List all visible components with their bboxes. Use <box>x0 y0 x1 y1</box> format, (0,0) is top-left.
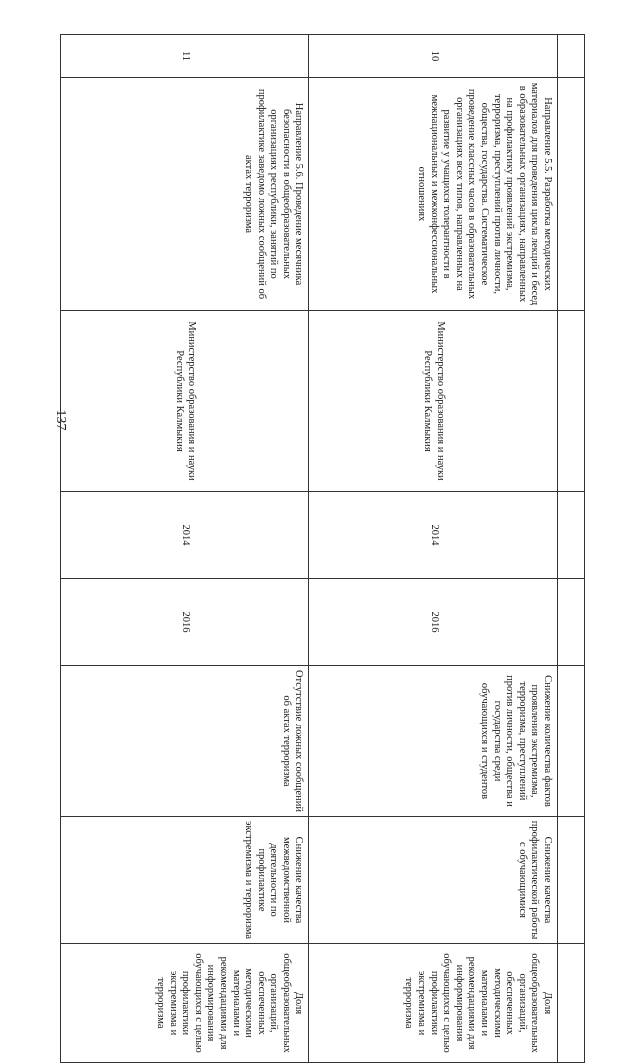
direction-cell: Направление 5.5. Разработка методических материалов для проведения цикла лекций и бесед в образовательных организациях, направленных на профилактику проявлений экстремизма, терроризма, преступлений против личности, общества, государства. Систематическое проведение классных часов в образовательных организациях всех типов, направленных на развитие у учащихся толерантности в межнациональных и межконфессиональных отношениях <box>309 78 558 311</box>
empty-cell <box>558 666 585 817</box>
consequence-cell: Снижение качества межведомственной деятельности по профилактике экстремизма и терроризма <box>61 817 310 944</box>
consequence-cell: Снижение качества профилактической работы с обучающимися <box>309 817 558 944</box>
empty-cell <box>558 78 585 311</box>
table-row <box>61 35 310 1063</box>
expected-result-cell: Снижение количества фактов проявления экстремизма, терроризма, преступлений против личности, общества и государства среди обучающихся и студентов <box>309 666 558 817</box>
direction-cell: Направление 5.6. Проведение месячника безопасности в общеобразовательных организациях республики, занятий по профилактике заведомо ложных сообщений об актах терроризма <box>61 78 310 311</box>
executor-cell: Министерство образования и науки Республики Калмыкия <box>309 311 558 492</box>
empty-cell <box>558 492 585 579</box>
empty-cell <box>558 944 585 1063</box>
measures-table <box>60 34 585 1063</box>
end-year-cell: 2016 <box>61 579 310 666</box>
start-year-cell: 2014 <box>61 492 310 579</box>
empty-cell <box>558 311 585 492</box>
page-number: 137 <box>53 409 68 431</box>
row-number: 11 <box>61 35 310 78</box>
table-top-border-row <box>558 35 585 1063</box>
document-table-wrapper <box>60 34 585 1053</box>
executor-cell: Министерство образования и науки Республики Калмыкия <box>61 311 310 492</box>
indicator-cell: Доля общеобразовательных организаций, обеспеченных методическими материалами и рекомендациями для информирования обучающихся с целью профилактики экстремизма и терроризма <box>309 944 558 1063</box>
expected-result-cell: Отсутствие ложных сообщений об актах терроризма <box>61 666 310 817</box>
indicator-cell: Доля общеобразовательных организаций, обеспеченных методическими материалами и рекомендациями для информирования обучающихся с целью профилактики экстремизма и терроризма <box>61 944 310 1063</box>
end-year-cell: 2016 <box>309 579 558 666</box>
empty-cell <box>558 35 585 78</box>
table-row <box>309 35 558 1063</box>
empty-cell <box>558 579 585 666</box>
start-year-cell: 2014 <box>309 492 558 579</box>
empty-cell <box>558 817 585 944</box>
row-number: 10 <box>309 35 558 78</box>
